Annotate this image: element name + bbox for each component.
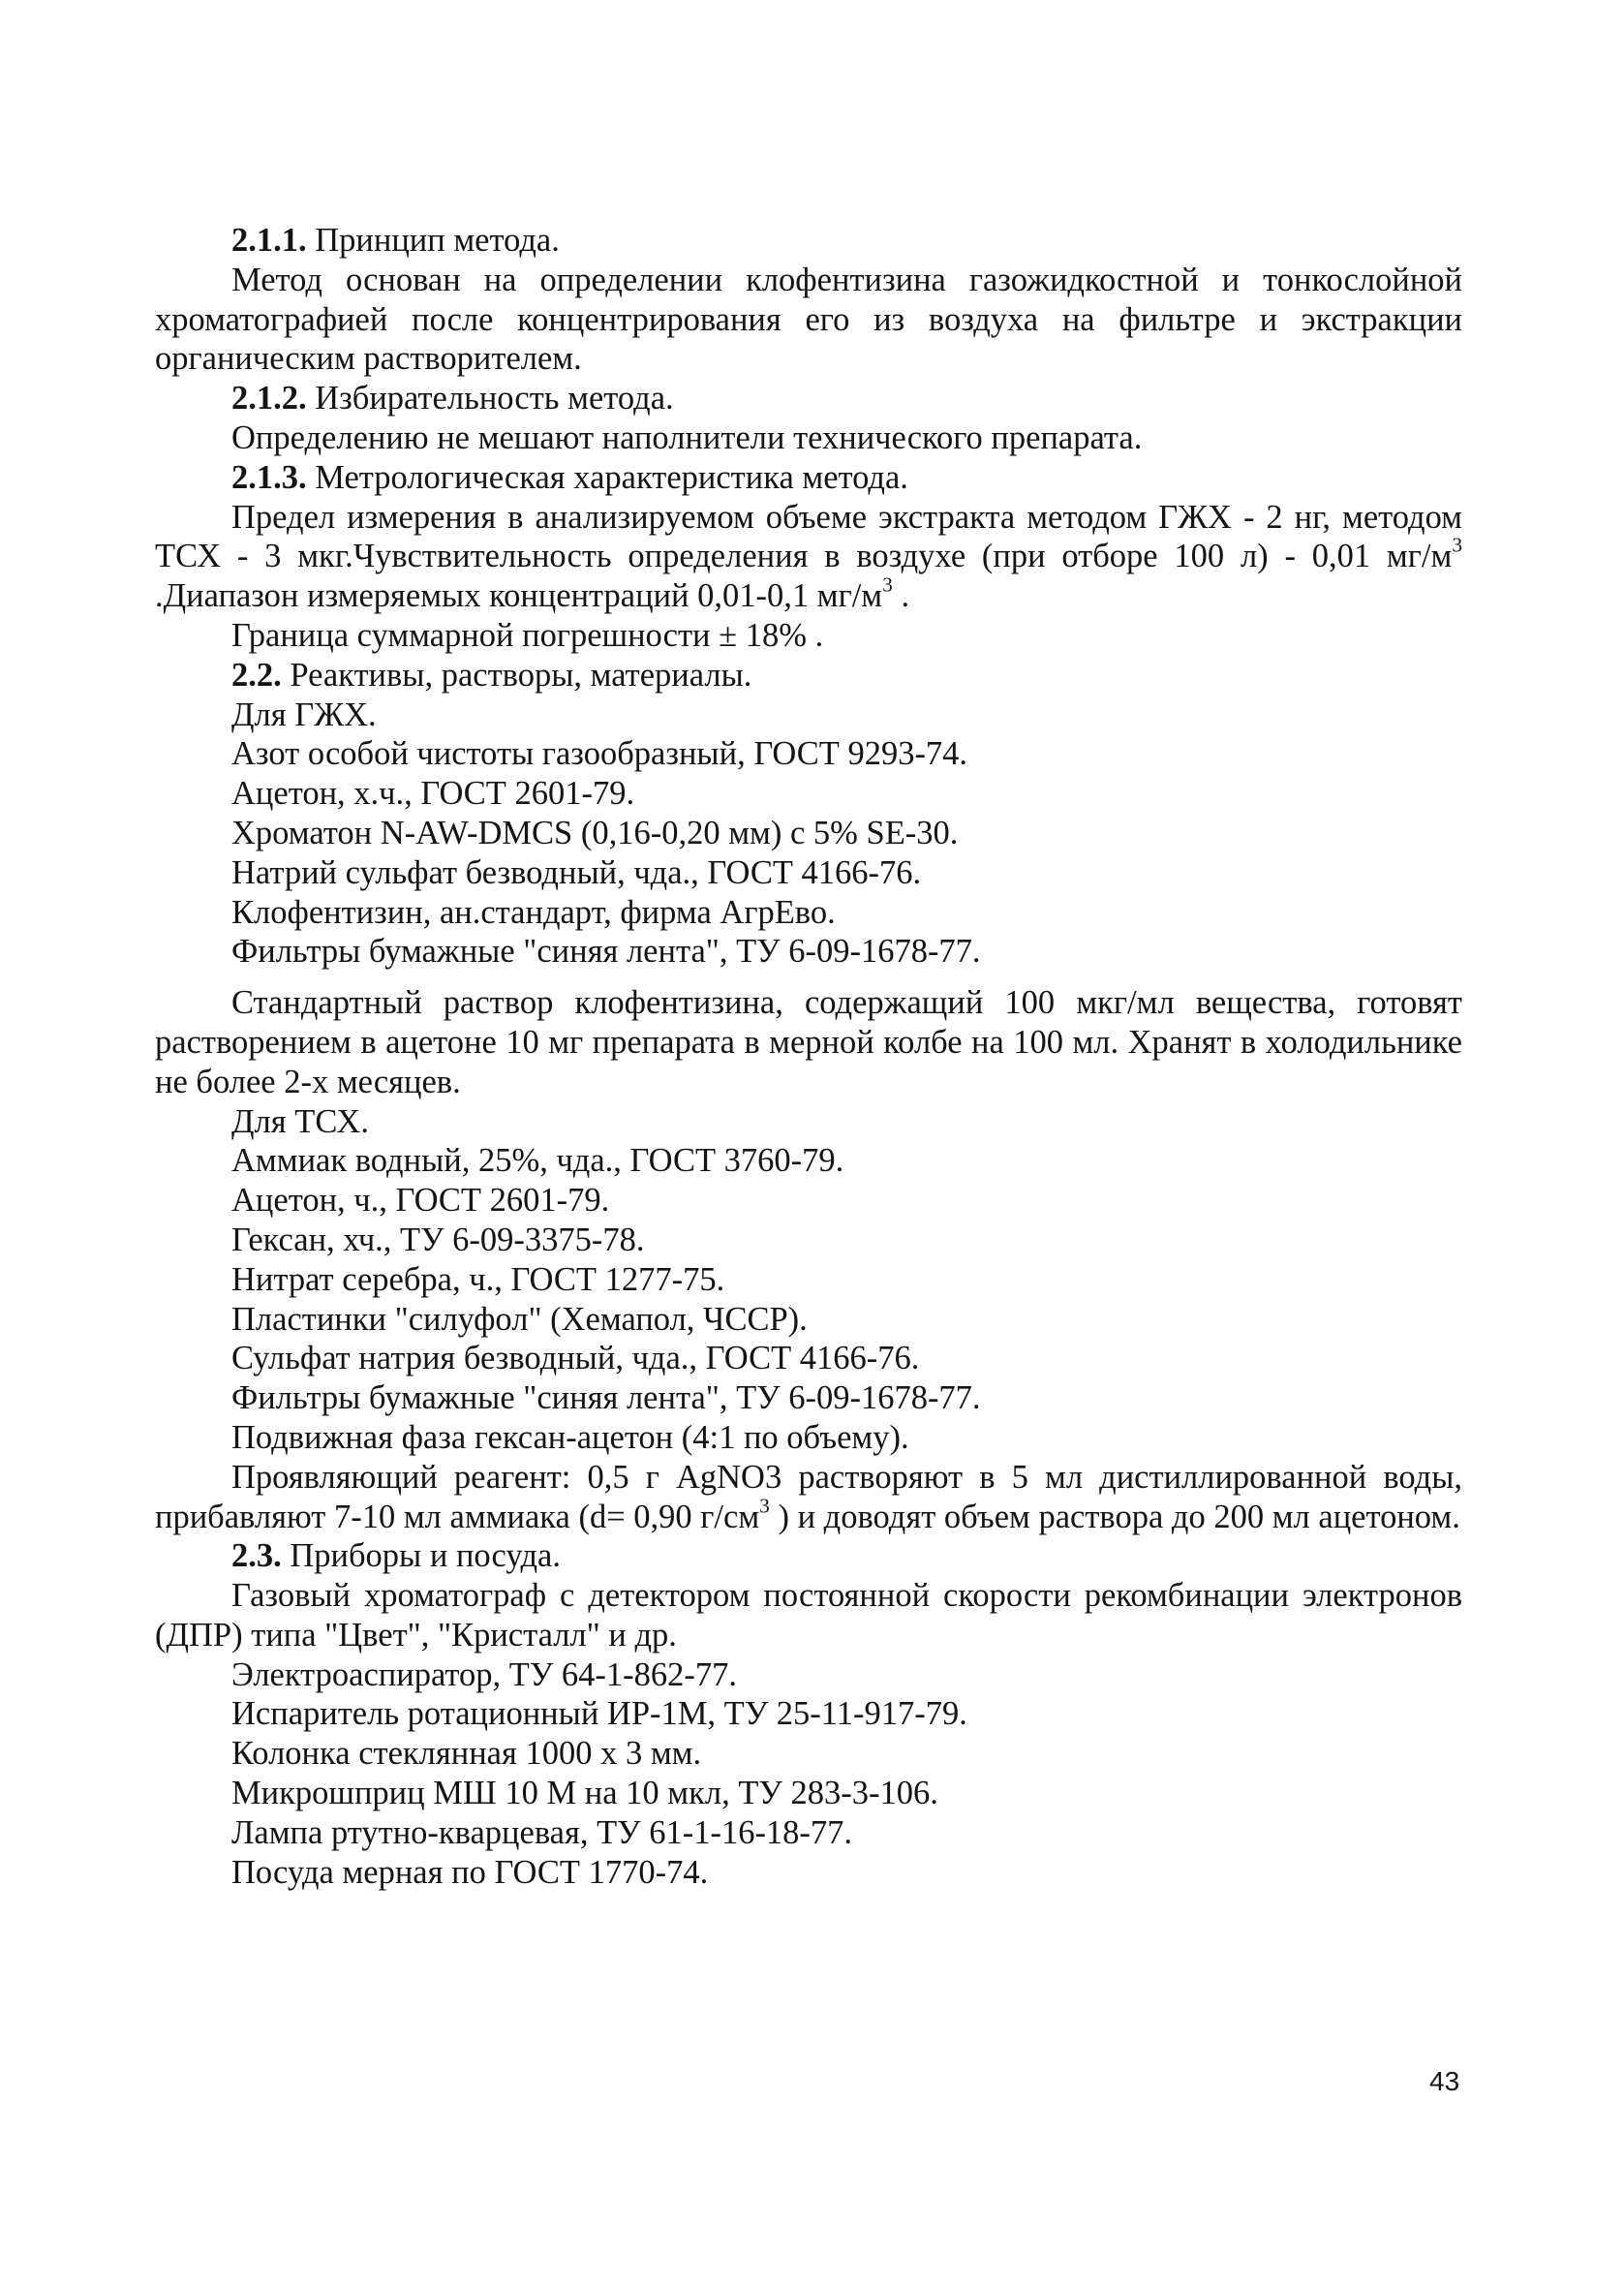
paragraph-standard-solution: Стандартный раствор клофентизина, содержащий 100 мкг/мл вещества, готовят растворением в ацетоне 10 мг препарата в мерной колбе на 100 мл. Хранят в холодильнике не более 2-х месяцев. xyxy=(155,984,1462,1100)
section-title: Избирательность метода. xyxy=(306,380,674,417)
equipment-item: Электроаспиратор, ТУ 64-1-862-77. xyxy=(231,1655,737,1693)
subsection-title-gc: Для ГЖХ. xyxy=(231,696,377,733)
equipment-item: Колонка стеклянная 1000 х 3 мм. xyxy=(231,1735,702,1773)
section-title: Принцип метода. xyxy=(306,222,560,259)
paragraph-method-principle: Метод основан на определении клофентизина газожидкостной и тонкослойной хроматографией после концентрирования его из воздуха на фильтре и экстракции органическим растворителем. xyxy=(155,261,1462,378)
tlc-reagent-item: Ацетон, ч., ГОСТ 2601-79. xyxy=(231,1182,610,1220)
section-heading-2-3 xyxy=(155,1536,1462,1576)
tlc-reagent-item: Фильтры бумажные "синяя лента", ТУ 6-09-1678-77. xyxy=(231,1379,981,1417)
superscript: 3 xyxy=(759,1494,770,1518)
tlc-reagent-item: Сульфат натрия безводный, чда., ГОСТ 4166-76. xyxy=(231,1340,920,1377)
gc-reagent-item: Хроматон N-AW-DMCS (0,16-0,20 мм) с 5% SE-30. xyxy=(231,814,959,851)
subsection-title-tlc: Для ТСХ. xyxy=(231,1102,369,1140)
paragraph-metrology xyxy=(155,498,1462,616)
page-number: 43 xyxy=(1429,2066,1460,2096)
metrology-text-b: .Диапазон измеряемых концентраций 0,01-0,1 мг/м xyxy=(155,577,883,615)
tlc-reagent-item: Гексан, хч., ТУ 6-09-3375-78. xyxy=(231,1221,645,1258)
section-heading-2-1-1 xyxy=(155,221,1462,261)
document-page xyxy=(155,221,1462,1892)
gc-reagent-item: Ацетон, х.ч., ГОСТ 2601-79. xyxy=(231,775,635,813)
section-number: 2.1.3. xyxy=(231,458,307,496)
metrology-text-c: . xyxy=(892,577,910,615)
paragraph-error-bound: Граница суммарной погрешности ± 18% . xyxy=(231,616,824,654)
equipment-item: Посуда мерная по ГОСТ 1770-74. xyxy=(231,1853,709,1891)
section-title: Приборы и посуда. xyxy=(281,1537,561,1575)
paragraph-selectivity: Определению не мешают наполнители технического препарата. xyxy=(231,418,1143,456)
tlc-reagent-item: Пластинки "силуфол" (Хемапол, ЧССР). xyxy=(231,1300,808,1338)
section-heading-2-1-2 xyxy=(155,379,1462,418)
superscript: 3 xyxy=(1452,533,1462,557)
section-heading-2-2 xyxy=(155,656,1462,696)
reagent-text-a: Проявляющий реагент: 0,5 г AgNO3 растворяют в 5 мл дистиллированной воды, прибавляют 7-10 мл аммиака (d= 0,90 г/см xyxy=(155,1458,1462,1535)
gc-reagent-item: Азот особой чистоты газообразный, ГОСТ 9293-74. xyxy=(231,735,968,773)
gc-reagent-item: Клофентизин, ан.стандарт, фирма АгрЕво. xyxy=(231,893,836,931)
equipment-item: Испаритель ротационный ИР-1М, ТУ 25-11-917-79. xyxy=(231,1695,967,1733)
tlc-reagent-item: Нитрат серебра, ч., ГОСТ 1277-75. xyxy=(231,1260,725,1298)
section-number: 2.3. xyxy=(231,1537,282,1575)
section-title: Метрологическая характеристика метода. xyxy=(306,458,908,496)
metrology-text-a: Предел измерения в анализируемом объеме экстракта методом ГЖХ - 2 нг, методом ТСХ - 3 мкг.Чувствительность определения в воздухе (при отборе 100 л) - 0,01 мг/м xyxy=(155,498,1462,575)
section-number: 2.1.2. xyxy=(231,380,307,417)
section-title: Реактивы, растворы, материалы. xyxy=(281,656,752,694)
section-heading-2-1-3 xyxy=(155,458,1462,498)
tlc-reagent-item: Подвижная фаза гексан-ацетон (4:1 по объему). xyxy=(231,1418,909,1456)
section-number: 2.1.1. xyxy=(231,222,307,259)
superscript: 3 xyxy=(882,572,893,597)
reagent-text-b: ) и доводят объем раствора до 200 мл ацетоном. xyxy=(769,1498,1460,1535)
section-number: 2.2. xyxy=(231,656,282,694)
gc-reagent-item: Фильтры бумажные "синяя лента", ТУ 6-09-1678-77. xyxy=(231,933,981,971)
gc-reagent-item: Натрий сульфат безводный, чда., ГОСТ 4166-76. xyxy=(231,853,922,891)
paragraph-gas-chromatograph: Газовый хроматограф с детектором постоянной скорости рекомбинации электронов (ДПР) типа "Цвет", "Кристалл" и др. xyxy=(155,1577,1462,1654)
equipment-item: Микрошприц МШ 10 М на 10 мкл, ТУ 283-3-106. xyxy=(231,1775,938,1812)
tlc-reagent-item: Аммиак водный, 25%, чда., ГОСТ 3760-79. xyxy=(231,1142,844,1180)
equipment-item: Лампа ртутно-кварцевая, ТУ 61-1-16-18-77. xyxy=(231,1813,853,1851)
paragraph-developing-reagent xyxy=(155,1458,1462,1537)
